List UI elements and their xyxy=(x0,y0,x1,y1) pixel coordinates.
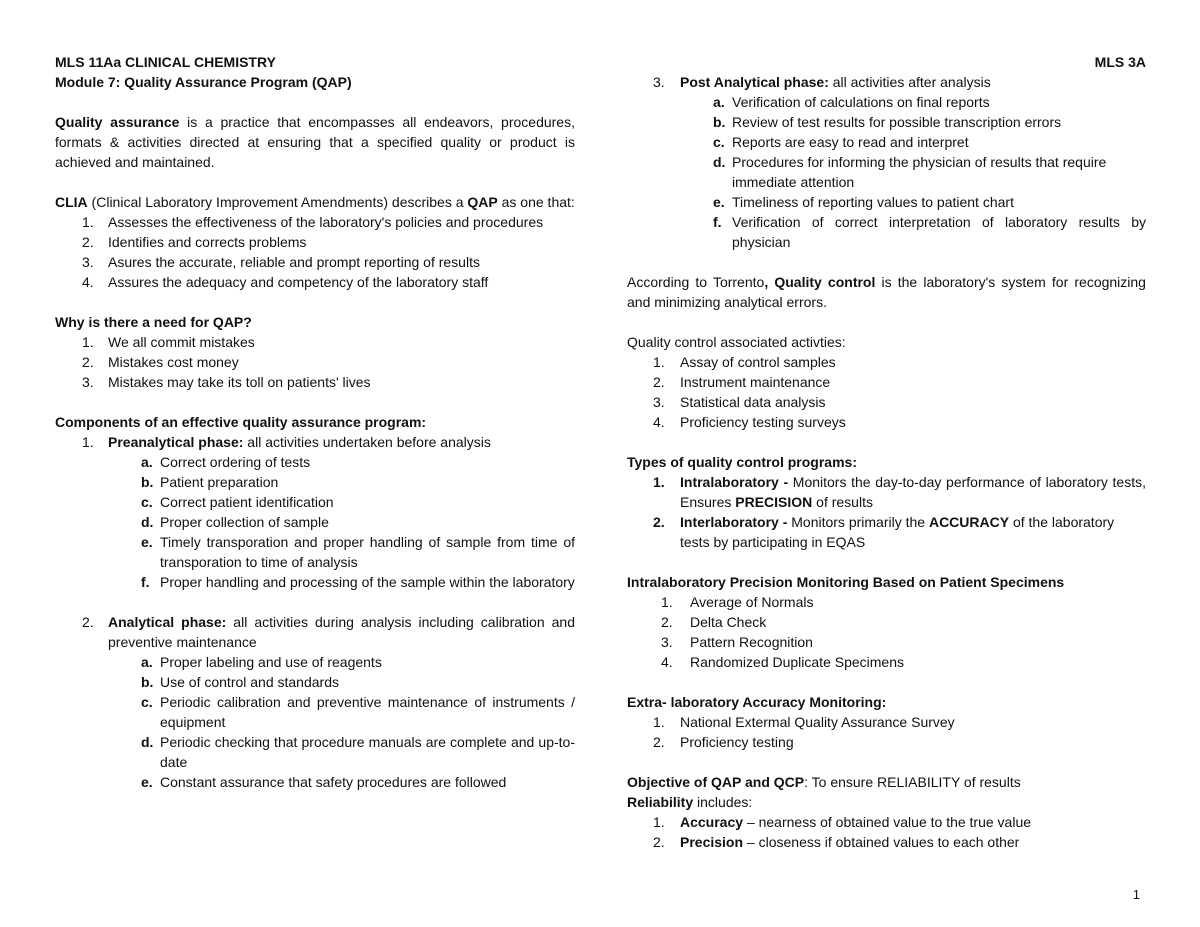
components-list xyxy=(55,432,575,452)
list-item: 1. Preanalytical phase: all activities undertaken before analysis xyxy=(82,434,491,450)
list-item: 1. National Extermal Quality Assurance Survey xyxy=(653,714,955,730)
list-item: 2. Instrument maintenance xyxy=(653,374,831,390)
course-title: MLS 11Aa CLINICAL CHEMISTRY xyxy=(55,54,276,70)
list-item: c. Periodic calibration and preventive maintenance of instruments / equipment xyxy=(141,694,575,730)
analytical-list xyxy=(55,652,575,792)
post-list xyxy=(627,92,1146,252)
list-item: 2. Interlaboratory - Monitors primarily the ACCURACY of the laboratory tests by participating in EQAS xyxy=(653,514,1115,550)
list-item: 1. We all commit mistakes xyxy=(82,334,255,350)
precision-monitoring-heading: Intralaboratory Precision Monitoring Based on Patient Specimens xyxy=(627,574,1065,590)
reliability-list xyxy=(627,812,1146,852)
list-item: e. Constant assurance that safety procedures are followed xyxy=(141,774,507,790)
components-heading: Components of an effective quality assurance program: xyxy=(55,414,427,430)
list-item: 2. Delta Check xyxy=(661,614,767,630)
list-item: e. Timely transporation and proper handling of sample from time of transporation to time of analysis xyxy=(141,534,575,570)
list-item: f. Verification of correct interpretation of laboratory results by physician xyxy=(713,214,1146,250)
list-item: a. Verification of calculations on final reports xyxy=(713,94,990,110)
qc-types-heading: Types of quality control programs: xyxy=(627,454,857,470)
post-heading-list xyxy=(627,72,1146,92)
list-item: 4. Assures the adequacy and competency of the laboratory staff xyxy=(82,274,489,290)
objective-line: Objective of QAP and QCP: To ensure RELIABILITY of results xyxy=(627,774,1021,790)
list-item: 1. Assay of control samples xyxy=(653,354,836,370)
list-item: f. Proper handling and processing of the sample within the laboratory xyxy=(141,574,575,590)
list-item: b. Review of test results for possible transcription errors xyxy=(713,114,1062,130)
list-item: b. Patient preparation xyxy=(141,474,279,490)
list-item: b. Use of control and standards xyxy=(141,674,339,690)
list-item: e. Timeliness of reporting values to patient chart xyxy=(713,194,1014,210)
left-column xyxy=(55,52,575,792)
list-item: d. Procedures for informing the physician of results that require immediate attention xyxy=(713,154,1107,190)
precision-monitoring-list xyxy=(627,592,1146,672)
list-item: 1. Accuracy – nearness of obtained value to the true value xyxy=(653,814,1032,830)
qc-activities-heading: Quality control associated activties: xyxy=(627,334,846,350)
list-item: 2. Analytical phase: all activities during analysis including calibration and preventive maintenance xyxy=(82,614,575,650)
list-item: 1. Assesses the effectiveness of the laboratory's policies and procedures xyxy=(82,214,544,230)
list-item: 4. Randomized Duplicate Specimens xyxy=(661,654,904,670)
list-item: 3. Mistakes may take its toll on patients' lives xyxy=(82,374,371,390)
page-number: 1 xyxy=(1132,887,1140,902)
list-item: a. Correct ordering of tests xyxy=(141,454,311,470)
list-item: 2. Identifies and corrects problems xyxy=(82,234,307,250)
qa-definition: Quality assurance is a practice that encompasses all endeavors, procedures, formats & activities directed at ensuring that a specified quality or product is achieved and maintained. xyxy=(55,114,575,170)
list-item: 1. Intralaboratory - Monitors the day-to-day performance of laboratory tests, Ensures PRECISION of results xyxy=(653,474,1146,510)
clia-list xyxy=(55,212,575,292)
list-item: 3. Post Analytical phase: all activities after analysis xyxy=(653,74,991,90)
reliability-line: Reliability includes: xyxy=(627,794,753,810)
qc-activities-list xyxy=(627,352,1146,432)
section-label: MLS 3A xyxy=(1094,54,1146,70)
analytical-heading-list xyxy=(55,612,575,652)
list-item: 3. Pattern Recognition xyxy=(661,634,813,650)
right-column xyxy=(627,72,1146,852)
list-item: c. Reports are easy to read and interpret xyxy=(713,134,969,150)
list-item: 1. Average of Normals xyxy=(661,594,814,610)
accuracy-monitoring-list xyxy=(627,712,1146,752)
list-item: d. Periodic checking that procedure manuals are complete and up-to-date xyxy=(141,734,575,770)
list-item: 2. Precision – closeness if obtained values to each other xyxy=(653,834,1020,850)
qc-definition: According to Torrento, Quality control is the laboratory's system for recognizing and minimizing analytical errors. xyxy=(627,274,1146,310)
list-item: 2. Mistakes cost money xyxy=(82,354,239,370)
list-item: 2. Proficiency testing xyxy=(653,734,794,750)
list-item: a. Proper labeling and use of reagents xyxy=(141,654,382,670)
qc-types-list xyxy=(627,472,1146,552)
clia-definition: CLIA (Clinical Laboratory Improvement Amendments) describes a QAP as one that: xyxy=(55,194,575,210)
why-list xyxy=(55,332,575,392)
list-item: d. Proper collection of sample xyxy=(141,514,329,530)
module-title: Module 7: Quality Assurance Program (QAP) xyxy=(55,74,352,90)
list-item: 4. Proficiency testing surveys xyxy=(653,414,846,430)
list-item: 3. Statistical data analysis xyxy=(653,394,826,410)
list-item: 3. Asures the accurate, reliable and prompt reporting of results xyxy=(82,254,480,270)
preanalytical-list xyxy=(55,452,575,592)
why-heading: Why is there a need for QAP? xyxy=(55,314,252,330)
list-item: c. Correct patient identification xyxy=(141,494,334,510)
accuracy-monitoring-heading: Extra- laboratory Accuracy Monitoring: xyxy=(627,694,887,710)
